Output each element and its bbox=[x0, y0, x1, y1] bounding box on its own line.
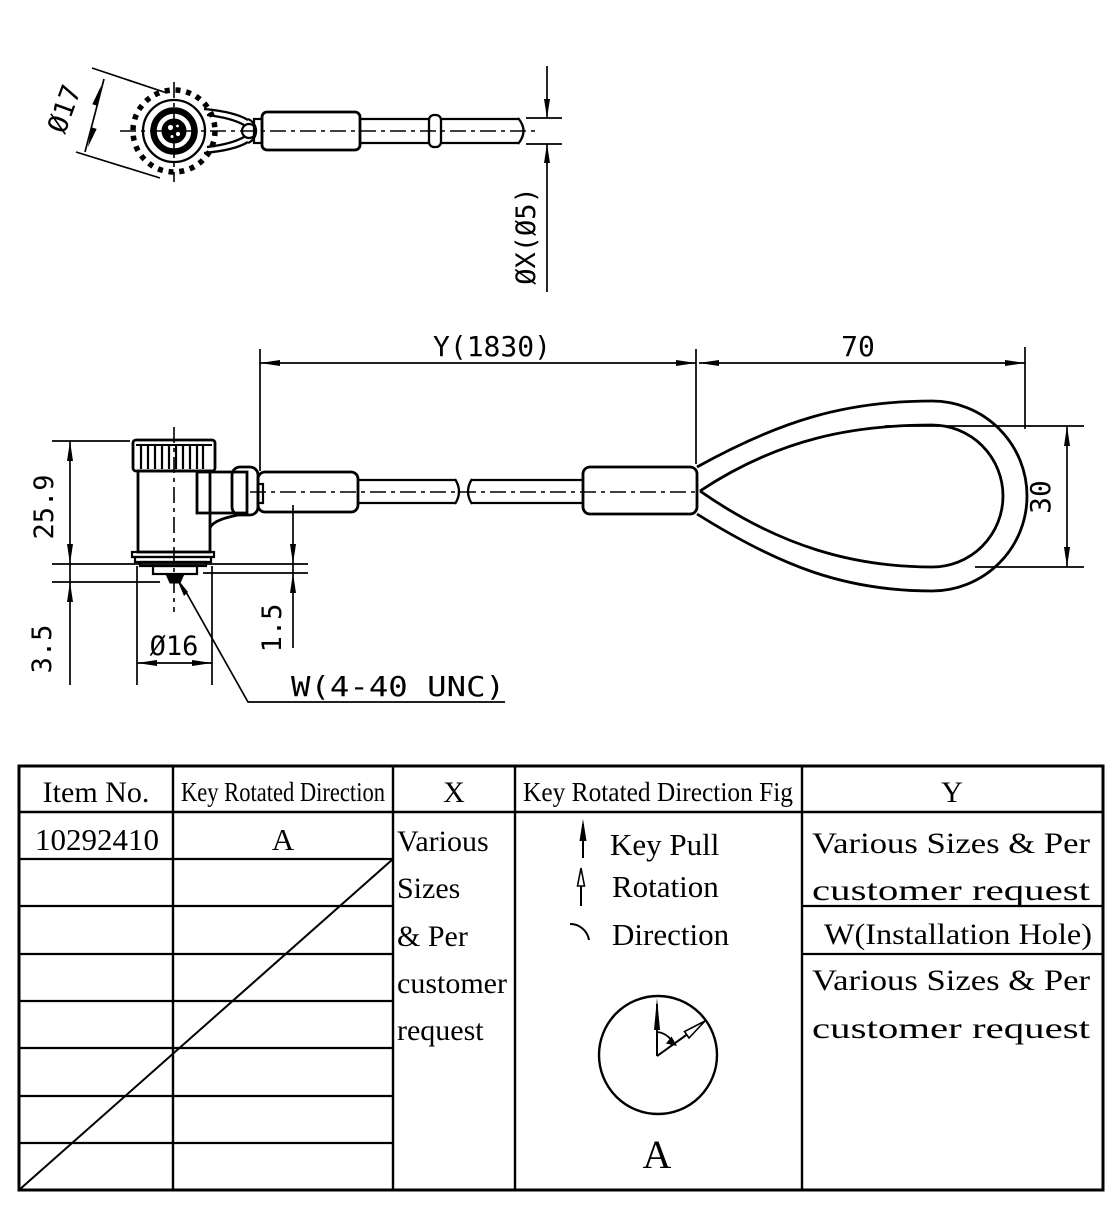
header-key-rotated-direction-fig: Key Rotated Direction Fig bbox=[523, 777, 793, 807]
diagram-key-pull-arrow bbox=[654, 998, 660, 1030]
header-x: X bbox=[443, 776, 465, 809]
x-cell-line: request bbox=[397, 1014, 484, 1047]
keyway-detail bbox=[176, 125, 179, 128]
empty-rows-diagonal-strike bbox=[19, 859, 393, 1190]
x-cell-line: Sizes bbox=[397, 872, 461, 905]
cell-item-no: 10292410 bbox=[35, 822, 159, 857]
diagram-rotation-arrow bbox=[685, 1021, 706, 1038]
cell-key-rotated-direction: A bbox=[271, 822, 295, 857]
thread-callout-label: W(4-40 UNC) bbox=[291, 670, 505, 703]
dim-cable-length-label: Y(1830) bbox=[432, 330, 552, 363]
cell-y-3 bbox=[812, 964, 1091, 1045]
key-rotation-diagram bbox=[599, 996, 717, 1177]
keyway-detail bbox=[171, 135, 174, 138]
ferrule-right bbox=[583, 467, 697, 514]
dim-body-height-label: 25.9 bbox=[29, 474, 60, 540]
cell-y-1 bbox=[812, 827, 1091, 907]
dim-body-diameter-label: Ø16 bbox=[149, 631, 199, 662]
dim-head-diameter bbox=[42, 68, 167, 178]
cell-x-merged bbox=[397, 825, 507, 1047]
knurl-lines bbox=[141, 446, 203, 469]
y-cell-text: Various Sizes & Per bbox=[812, 827, 1091, 860]
rotation-arrow-icon bbox=[578, 868, 585, 886]
header-y: Y bbox=[941, 776, 963, 809]
dim-stud-height-label: 3.5 bbox=[27, 624, 58, 674]
keyway-detail bbox=[176, 132, 180, 136]
legend-key-pull: Key Pull bbox=[610, 827, 720, 862]
front-view-lock-head bbox=[42, 66, 562, 292]
dim-cable-diameter-label: ØX(Ø5) bbox=[511, 187, 542, 285]
x-cell-line: Various bbox=[397, 825, 489, 858]
dim-cable-diameter bbox=[511, 66, 562, 292]
thread-callout bbox=[176, 577, 505, 703]
diagram-direction-arc bbox=[666, 1037, 677, 1047]
nose-piece bbox=[232, 467, 258, 515]
keyway-detail bbox=[168, 125, 173, 130]
keyway-core bbox=[162, 119, 186, 143]
header-item-no: Item No. bbox=[42, 776, 150, 809]
x-cell-line: customer bbox=[397, 967, 507, 1000]
dim-loop-length bbox=[699, 330, 1025, 429]
y-cell-text: W(Installation Hole) bbox=[824, 918, 1092, 951]
side-view-assembly bbox=[27, 330, 1084, 703]
base-step bbox=[153, 566, 197, 574]
dim-step-height-label: 1.5 bbox=[257, 603, 288, 653]
x-cell-line: & Per bbox=[397, 920, 468, 953]
dim-head-diameter-label: Ø17 bbox=[42, 80, 88, 138]
dim-loop-length-label: 70 bbox=[841, 330, 875, 363]
key-pull-arrow-icon bbox=[580, 819, 587, 841]
thread-stud bbox=[166, 574, 184, 583]
loop-inner-edge bbox=[700, 425, 1003, 567]
cell-y-2 bbox=[824, 918, 1092, 951]
direction-arc-icon bbox=[570, 924, 589, 940]
header-key-rotated-direction: Key Rotated Direction bbox=[181, 777, 386, 807]
spec-table bbox=[19, 766, 1103, 1190]
diagram-label: A bbox=[642, 1132, 672, 1177]
dim-loop-width-label: 30 bbox=[1024, 480, 1057, 514]
legend-rotation: Rotation bbox=[612, 869, 719, 904]
y-cell-text: customer request bbox=[812, 874, 1091, 907]
cell-fig-merged bbox=[570, 819, 730, 1177]
dim-cable-length bbox=[260, 330, 696, 471]
lock-side-block bbox=[197, 472, 247, 513]
y-cell-text: customer request bbox=[812, 1012, 1091, 1045]
legend-direction: Direction bbox=[612, 917, 730, 952]
dim-step-height bbox=[257, 505, 296, 652]
table-row-lines-left bbox=[19, 859, 393, 1143]
y-cell-text: Various Sizes & Per bbox=[812, 964, 1091, 997]
